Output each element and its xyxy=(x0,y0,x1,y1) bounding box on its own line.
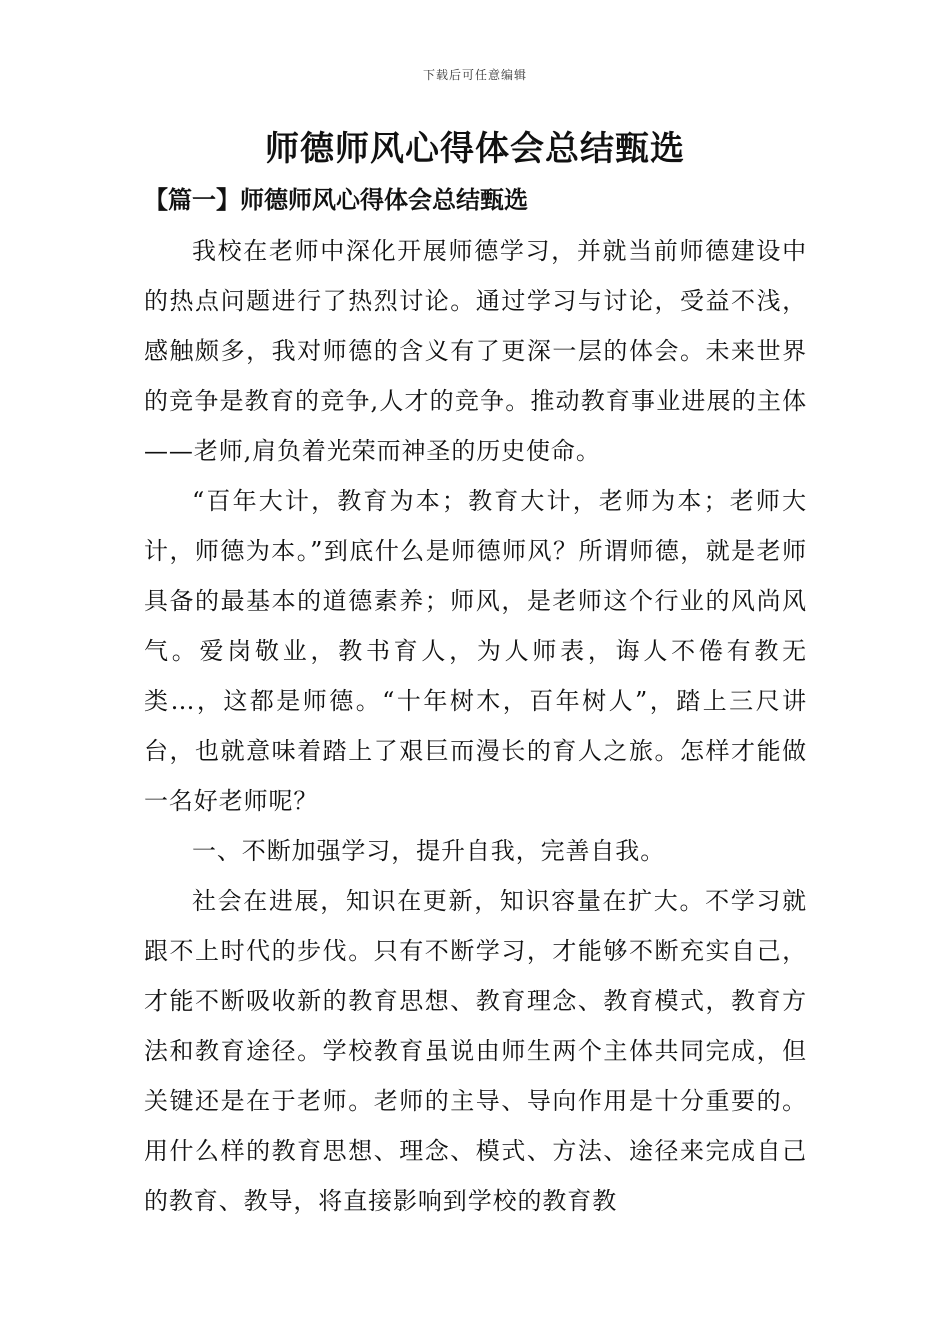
paragraph-3: 一、不断加强学习，提升自我，完善自我。 xyxy=(192,837,666,865)
header-note: 下载后可任意编辑 xyxy=(422,68,527,82)
document-title: 师德师风心得体会总结甄选 xyxy=(265,129,685,169)
paragraph-4: 社会在进展，知识在更新，知识容量在扩大。不学习就跟不上时代的步伐。只有不断学习，才能够不断充实自己，才能不断吸收新的教育思想、教育理念、教育模式，教育方法和教育途径。学校教育虽说由师生两个主体共同完成，但关键还是在于老师。老师的主导、导向作用是十分重要的。用什么样的教育思想、理念、模式、方法、途径来完成自己的教育、教导，将直接影响到学校的教育教 xyxy=(144,887,807,1215)
document-body xyxy=(144,226,807,1226)
paragraph-1: 我校在老师中深化开展师德学习，并就当前师德建设中的热点问题进行了热烈讨论。通过学习与讨论，受益不浅，感触颇多，我对师德的含义有了更深一层的体会。未来世界的竞争是教育的竞争,人才的竞争。推动教育事业进展的主体——老师,肩负着光荣而神圣的历史使命。 xyxy=(144,237,807,465)
paragraph-2: “百年大计，教育为本；教育大计，老师为本；老师大计，师德为本。”到底什么是师德师风？所谓师德，就是老师具备的最基本的道德素养；师风，是老师这个行业的风尚风气。爱岗敬业，教书育人，为人师表，诲人不倦有教无类…，这都是师德。“十年树木，百年树人”，踏上三尺讲台，也就意味着踏上了艰巨而漫长的育人之旅。怎样才能做一名好老师呢？ xyxy=(144,487,807,815)
section-heading: 【篇一】师德师风心得体会总结甄选 xyxy=(144,185,528,214)
